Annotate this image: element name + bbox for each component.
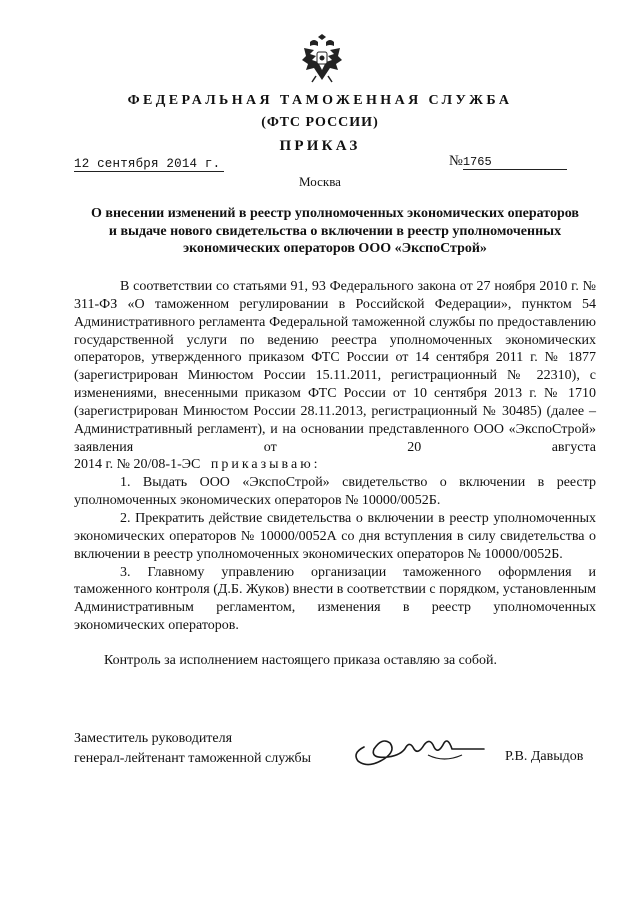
agency-name: ФЕДЕРАЛЬНАЯ ТАМОЖЕННАЯ СЛУЖБА: [127, 93, 513, 108]
signer-name: Р.В. Давыдов: [505, 749, 584, 764]
order-subject: [70, 205, 600, 258]
order-number: [449, 153, 567, 170]
order-item: 1. Выдать ООО «ЭкспоСтрой» свидетельство о включении в реестр уполномоченных экономических операторов № 10000/0052Б.: [74, 475, 596, 509]
subject-line: и выдаче нового свидетельства о включении в реестр уполномоченных: [108, 223, 562, 239]
signer-title: [74, 729, 311, 768]
signer-title-line: генерал-лейтенант таможенной службы: [74, 750, 312, 766]
document-type: ПРИКАЗ: [279, 138, 361, 154]
order-number-value: 1765: [463, 155, 567, 170]
preamble-paragraph: В соответствии со статьями 91, 93 Федерального закона от 27 ноября 2010 г. № 311-ФЗ «О таможенном регулировании в Российской Федерации», пунктом 54 Административного регламента Федеральной таможенной службы по предоставлению государственной услуги по ведению реестра уполномоченных экономических операторов, утвержденного приказом ФТС России от 14 сентября 2011 г. № 1877 (зарегистрирован Минюстом России 15.11.2011, регистрационный № 22310), с изменениями, внесенными приказом ФТС России от 10 сентября 2013 г. № 1710 (зарегистрирован Минюстом России 28.11.2013, регистрационный № 30485) (далее – Административный регламент), и на основании представленного ООО «ЭкспоСтрой» заявления от 20 августа: [74, 279, 596, 455]
number-sign: №: [449, 153, 463, 169]
coat-of-arms-icon: [300, 34, 344, 84]
subject-line: О внесении изменений в реестр уполномоченных экономических операторов: [91, 206, 579, 221]
handwritten-signature-icon: [344, 725, 494, 775]
subject-line: экономических операторов ООО «ЭкспоСтрой»: [183, 241, 487, 257]
preamble-tail-text: 2014 г. № 20/08-1-ЭС: [74, 457, 201, 473]
signer-title-line: Заместитель руководителя: [74, 731, 233, 746]
order-item: 3. Главному управлению организации таможенного оформления и таможенного контроля (Д.Б. Жуков) внести в соответствии с порядком, установленным Административным регламентом, изменения в реестр уполномоченных экономических операторов.: [74, 564, 596, 634]
preamble-tail: [74, 456, 596, 474]
control-clause: Контроль за исполнением настоящего приказа оставляю за собой.: [104, 653, 498, 668]
order-body: [74, 278, 596, 635]
agency-short-name: (ФТС РОССИИ): [261, 115, 379, 130]
order-date: 12 сентября 2014 г.: [74, 157, 224, 172]
order-item: 2. Прекратить действие свидетельства о включении в реестр уполномоченных экономических операторов № 10000/0052А со дня вступления в силу свидетельства о включении в реестр уполномоченных экономических операторов № 10000/0052Б.: [74, 510, 596, 562]
city: Москва: [299, 174, 341, 189]
order-command: приказываю:: [210, 457, 321, 473]
